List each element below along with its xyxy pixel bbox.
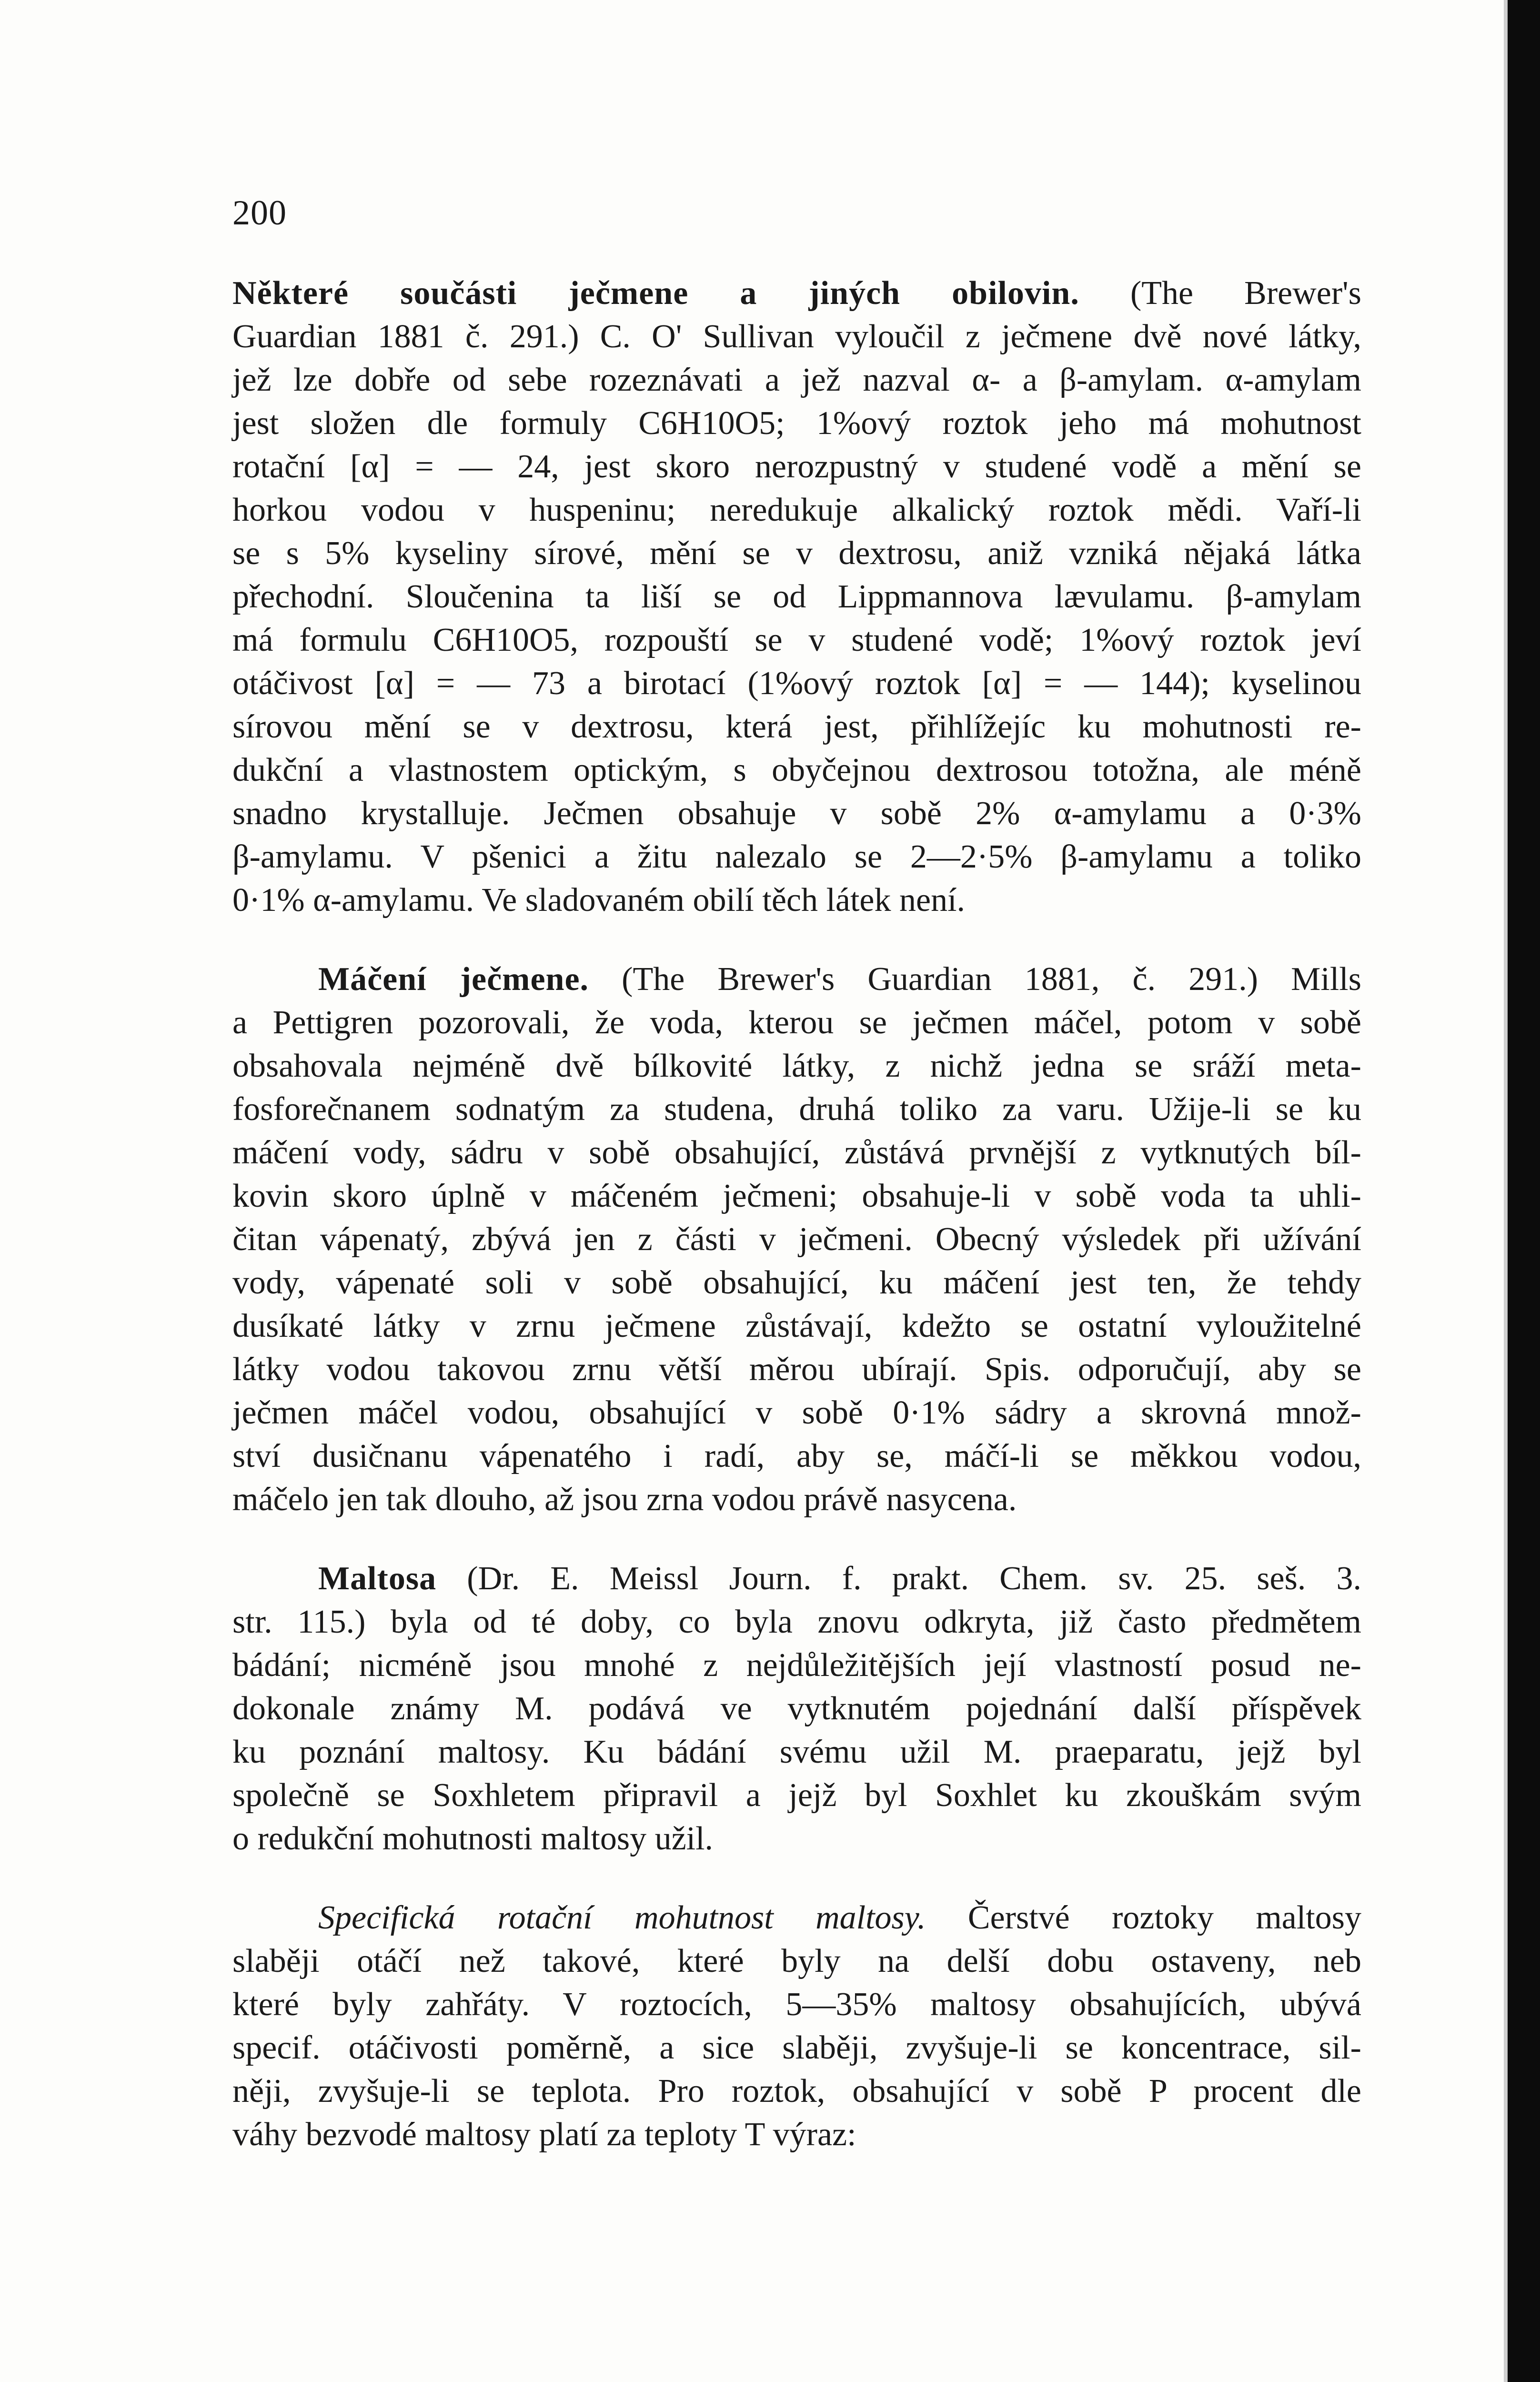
- line-text: snadno krystalluje. Ječmen obsahuje v sobě 2% α-amylamu a 0·3%: [232, 795, 1361, 832]
- line-text: čitan vápenatý, zbývá jen z části v ječmeni. Obecný výsledek při užívání: [232, 1221, 1361, 1258]
- section-heading: Některé součásti ječmene a jiných obilovin.: [232, 275, 1079, 312]
- italic-heading: Specifická rotační mohutnost maltosy.: [318, 1899, 926, 1936]
- line-text: ku poznání maltosy. Ku bádání svému užil M. praeparatu, jejž byl: [232, 1734, 1361, 1770]
- line-text: otáčivost [α] = — 73 a birotací (1%ový roztok [α] = — 144); kyselinou: [232, 665, 1361, 702]
- text-line: [232, 402, 1361, 445]
- line-text: přechodní. Sloučenina ta liší se od Lippmannova lævulamu. β-amylam: [232, 578, 1361, 615]
- text-line: [232, 1391, 1361, 1434]
- line-text: ství dusičnanu vápenatého i radí, aby se, máčí-li se měkkou vodou,: [232, 1438, 1361, 1474]
- text-line: [232, 1478, 1361, 1521]
- line-text: str. 115.) byla od té doby, co byla znovu odkryta, již často předmětem: [232, 1604, 1361, 1640]
- text-line: [232, 575, 1361, 618]
- text-line: [232, 878, 1361, 922]
- paragraph-maceni: [232, 958, 1361, 1521]
- text-line: [232, 835, 1361, 878]
- text-line: [232, 2069, 1361, 2113]
- text-line: [232, 445, 1361, 488]
- section-heading: Máčení ječmene.: [318, 961, 589, 998]
- text-line: [232, 1939, 1361, 1983]
- line-text: které byly zahřáty. V roztocích, 5—35% maltosy obsahujících, ubývá: [232, 1986, 1361, 2023]
- scan-edge-shadow: [1504, 0, 1508, 2382]
- line-text: fosforečnanem sodnatým za studena, druhá toliko za varu. Užije-li se ku: [232, 1091, 1361, 1128]
- line-text: dusíkaté látky v zrnu ječmene zůstávají, kdežto se ostatní vyloužitelné: [232, 1308, 1361, 1344]
- text-line: [232, 662, 1361, 705]
- line-text: jest složen dle formuly C6H10O5; 1%ový roztok jeho má mohutnost: [232, 405, 1361, 442]
- text-line: [232, 1304, 1361, 1348]
- text-line: [232, 1044, 1361, 1088]
- text-line: [232, 618, 1361, 662]
- text-line: [232, 1348, 1361, 1391]
- text-line: [232, 1817, 1361, 1860]
- text-line: [232, 358, 1361, 402]
- text-line: [232, 1896, 1361, 1939]
- text-line: [232, 792, 1361, 835]
- text-line: [232, 1001, 1361, 1044]
- text-line: [232, 958, 1361, 1001]
- line-text: obsahovala nejméně dvě bílkovité látky, z nichž jedna se sráží meta-: [232, 1048, 1361, 1084]
- text-line: [232, 1687, 1361, 1730]
- text-line: [232, 1131, 1361, 1174]
- text-line: [232, 705, 1361, 748]
- line-text: dokonale známy M. podává ve vytknutém pojednání další příspěvek: [232, 1690, 1361, 1727]
- line-text: kovin skoro úplně v máčeném ječmeni; obsahuje-li v sobě voda ta uhli-: [232, 1178, 1361, 1214]
- body-text: [232, 272, 1361, 2156]
- text-line: [232, 488, 1361, 532]
- text-line: [232, 748, 1361, 792]
- line-text: (Dr. E. Meissl Journ. f. prakt. Chem. sv. 25. seš. 3.: [436, 1560, 1361, 1597]
- paragraph-specificka: [232, 1896, 1361, 2156]
- paragraph-gap: [232, 1521, 1361, 1557]
- paragraph-gap: [232, 922, 1361, 958]
- paragraph-soucasti: [232, 272, 1361, 922]
- line-text: váhy bezvodé maltosy platí za teploty T výraz:: [232, 2116, 856, 2153]
- line-text: máčelo jen tak dlouho, až jsou zrna vodou právě nasycena.: [232, 1481, 1017, 1518]
- line-text: o redukční mohutnosti maltosy užil.: [232, 1820, 714, 1857]
- line-text: β-amylamu. V pšenici a žitu nalezalo se 2—2·5% β-amylamu a toliko: [232, 838, 1361, 875]
- text-line: [232, 1774, 1361, 1817]
- text-line: [232, 2113, 1361, 2156]
- paragraph-maltosa: [232, 1557, 1361, 1860]
- line-text: horkou vodou v huspeninu; neredukuje alkalický roztok mědi. Vaří-li: [232, 492, 1361, 528]
- section-heading: Maltosa: [318, 1560, 437, 1597]
- text-line: [232, 1983, 1361, 2026]
- text-line: [232, 2026, 1361, 2069]
- line-text: něji, zvyšuje-li se teplota. Pro roztok, obsahující v sobě P procent dle: [232, 2073, 1361, 2109]
- line-text: společně se Soxhletem připravil a jejž byl Soxhlet ku zkouškám svým: [232, 1777, 1361, 1814]
- line-text: slaběji otáčí než takové, které byly na delší dobu ostaveny, neb: [232, 1943, 1361, 1979]
- text-line: [232, 1600, 1361, 1644]
- line-text: bádání; nicméně jsou mnohé z nejdůležitějších její vlastností posud ne-: [232, 1647, 1361, 1684]
- line-text: dukční a vlastnostem optickým, s obyčejnou dextrosou totožna, ale méně: [232, 752, 1361, 788]
- line-text: jež lze dobře od sebe rozeznávati a jež nazval α- a β-amylam. α-amylam: [232, 362, 1361, 398]
- text-line: [232, 1088, 1361, 1131]
- line-text: má formulu C6H10O5, rozpouští se v studené vodě; 1%ový roztok jeví: [232, 622, 1361, 658]
- line-text: vody, vápenaté soli v sobě obsahující, ku máčení jest ten, že tehdy: [232, 1264, 1361, 1301]
- line-text: Čerstvé roztoky maltosy: [926, 1899, 1361, 1936]
- text-line: [232, 1174, 1361, 1218]
- line-text: a Pettigren pozorovali, že voda, kterou se ječmen máčel, potom v sobě: [232, 1004, 1361, 1041]
- text-line: [232, 1730, 1361, 1774]
- line-text: rotační [α] = — 24, jest skoro nerozpustný v studené vodě a mění se: [232, 448, 1361, 485]
- line-text: se s 5% kyseliny sírové, mění se v dextrosu, aniž vzniká nějaká látka: [232, 535, 1361, 572]
- text-line: [232, 1218, 1361, 1261]
- text-line: [232, 315, 1361, 358]
- line-text: 0·1% α-amylamu. Ve sladovaném obilí těch látek není.: [232, 882, 966, 918]
- line-text: (The Brewer's: [1079, 275, 1361, 312]
- line-text: ječmen máčel vodou, obsahující v sobě 0·1% sádry a skrovná množ-: [232, 1394, 1361, 1431]
- page-number: 200: [232, 193, 287, 232]
- text-line: [232, 272, 1361, 315]
- text-line: [232, 1557, 1361, 1600]
- line-text: máčení vody, sádru v sobě obsahující, zůstává prvnější z vytknutých bíl-: [232, 1134, 1361, 1171]
- line-text: (The Brewer's Guardian 1881, č. 291.) Mills: [589, 961, 1361, 998]
- line-text: látky vodou takovou zrnu větší měrou ubírají. Spis. odporučují, aby se: [232, 1351, 1361, 1388]
- line-text: specif. otáčivosti poměrně, a sice slaběji, zvyšuje-li se koncentrace, sil-: [232, 2029, 1361, 2066]
- text-line: [232, 1434, 1361, 1478]
- line-text: Guardian 1881 č. 291.) C. O' Sullivan vyloučil z ječmene dvě nové látky,: [232, 318, 1361, 355]
- text-line: [232, 1644, 1361, 1687]
- text-line: [232, 1261, 1361, 1304]
- scan-edge: [1508, 0, 1540, 2382]
- text-line: [232, 532, 1361, 575]
- line-text: sírovou mění se v dextrosu, která jest, přihlížejíc ku mohutnosti re-: [232, 708, 1361, 745]
- paragraph-gap: [232, 1860, 1361, 1896]
